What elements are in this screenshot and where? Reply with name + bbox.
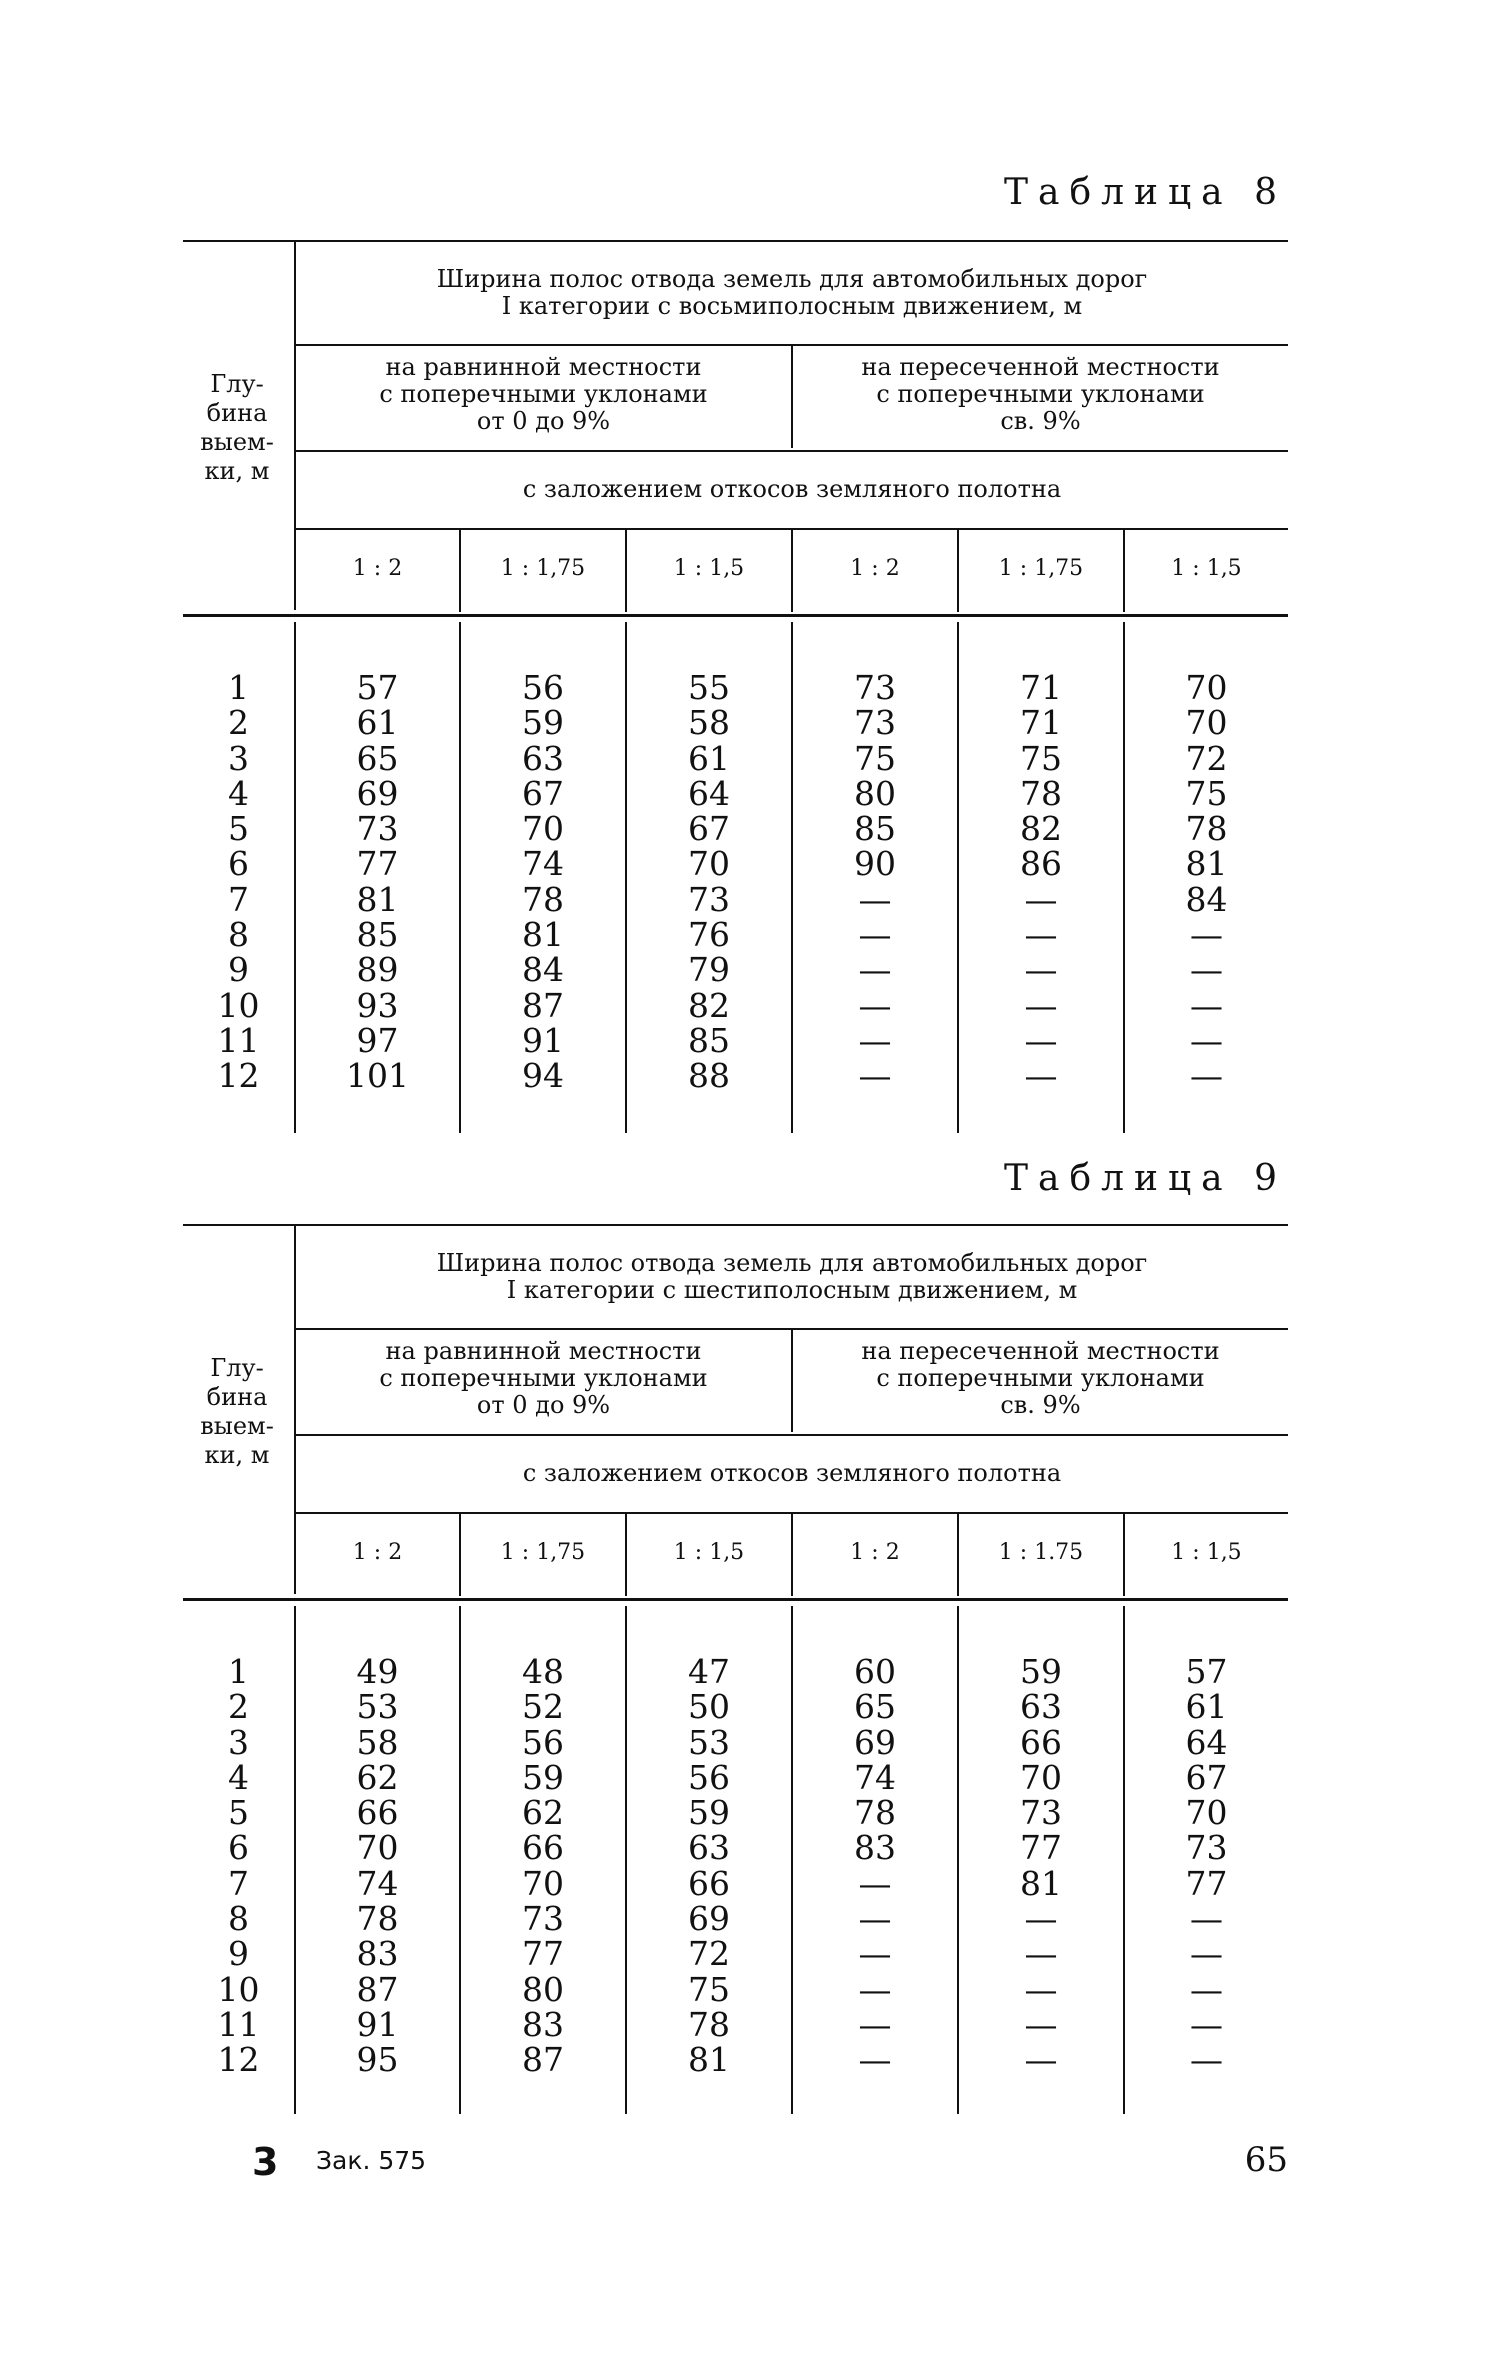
- table-cell: 82: [688, 985, 730, 1025]
- table-cell: —: [1024, 985, 1058, 1025]
- table-cell: 94: [522, 1056, 564, 1096]
- ratio-cell: 1 : 2: [352, 556, 403, 581]
- ratio-cell: 1 : 1,5: [673, 556, 745, 581]
- table-cell: 56: [522, 668, 564, 707]
- table-cell: —: [1024, 879, 1058, 919]
- table-cell: —: [858, 879, 892, 919]
- depth-column: [183, 670, 294, 1094]
- table-cell: 77: [1185, 1863, 1228, 1903]
- table-cell: 101: [346, 1056, 409, 1096]
- table-cell: 70: [1185, 668, 1228, 707]
- table-cell: 69: [356, 773, 399, 813]
- depth-header-line: Глу-: [210, 1354, 264, 1382]
- table-cell: 70: [522, 1863, 564, 1903]
- table-9-caption: Таблица 9: [1004, 1158, 1287, 1199]
- table-cell: 72: [688, 1934, 730, 1974]
- terrain-rough-line: св. 9%: [1000, 1391, 1081, 1419]
- table-cell: 64: [1185, 1722, 1228, 1762]
- table-cell: 52: [522, 1687, 564, 1727]
- data-column: [461, 670, 625, 1094]
- table-cell: —: [858, 1020, 892, 1060]
- terrain-rule: [296, 1434, 1288, 1436]
- table-cell: 77: [522, 1934, 564, 1974]
- table-cell: 70: [522, 809, 564, 849]
- order-number: Зак. 575: [316, 2146, 427, 2175]
- table-cell: 73: [1185, 1828, 1228, 1868]
- table-cell: 59: [522, 1757, 564, 1797]
- terrain-flat-line: на равнинной местности: [385, 353, 702, 381]
- table-cell: 81: [688, 2040, 730, 2080]
- table-cell: —: [1024, 1020, 1058, 1060]
- data-column: [627, 670, 791, 1094]
- table-cell: 87: [522, 985, 564, 1025]
- table-cell: 7: [228, 879, 249, 919]
- table-title-line: I категории с восьмиполосным движением, м: [501, 292, 1083, 320]
- table-cell: 3: [228, 738, 249, 778]
- table-cell: 60: [854, 1652, 896, 1691]
- terrain-flat-line: на равнинной местности: [385, 1337, 702, 1365]
- table-cell: 73: [1020, 1793, 1062, 1833]
- depth-header-line: ки, м: [204, 457, 270, 485]
- table-cell: —: [1024, 1934, 1058, 1974]
- table-cell: 85: [854, 809, 896, 849]
- table-cell: 6: [228, 1828, 249, 1868]
- table-cell: —: [1190, 1934, 1223, 1974]
- table-cell: 83: [522, 2004, 564, 2044]
- table-cell: 69: [688, 1899, 730, 1939]
- terrain-flat-header: [296, 1338, 791, 1419]
- table-cell: 49: [356, 1652, 399, 1691]
- table-cell: 76: [688, 915, 730, 955]
- slopes-header: с заложением откосов земляного полотна: [522, 475, 1062, 503]
- table-cell: 63: [1020, 1687, 1062, 1727]
- table-cell: 70: [1185, 1793, 1228, 1833]
- table-cell: 84: [1185, 879, 1228, 919]
- data-column: [959, 1654, 1123, 2078]
- table-cell: 78: [854, 1793, 896, 1833]
- header-bottom-rule: [183, 1598, 1288, 1601]
- terrain-rough-line: с поперечными уклонами: [876, 380, 1205, 408]
- data-column: [461, 1654, 625, 2078]
- terrain-rough-line: на пересеченной местности: [861, 1337, 1220, 1365]
- table-cell: 2: [228, 703, 249, 743]
- terrain-flat-line: с поперечными уклонами: [379, 1364, 708, 1392]
- table-top-rule: [183, 1224, 1288, 1226]
- table-cell: 66: [356, 1793, 399, 1833]
- table-cell: 67: [688, 809, 730, 849]
- table-cell: 1: [228, 668, 249, 707]
- table-cell: 72: [1185, 738, 1228, 778]
- table-cell: 12: [217, 1056, 260, 1096]
- terrain-rough-header: [793, 354, 1288, 435]
- terrain-rough-line: с поперечными уклонами: [876, 1364, 1205, 1392]
- table-8: [183, 240, 1288, 1133]
- ratio-cell: 1 : 2: [850, 556, 900, 581]
- ratio-cell: 1 : 2: [850, 1540, 900, 1565]
- sheet-number: 3: [252, 2140, 279, 2184]
- table-cell: 69: [854, 1722, 896, 1762]
- data-column: [296, 1654, 459, 2078]
- table-cell: 71: [1020, 703, 1062, 743]
- table-cell: —: [1190, 2004, 1223, 2044]
- ratio-cell: 1 : 1,5: [1171, 556, 1242, 581]
- table-8-caption: Таблица 8: [1004, 172, 1287, 213]
- table-title-line: Ширина полос отвода земель для автомобильных дорог: [436, 265, 1148, 293]
- table-cell: 61: [356, 703, 399, 743]
- table-cell: 62: [522, 1793, 564, 1833]
- depth-header-line: выем-: [200, 1412, 274, 1440]
- table-cell: —: [1024, 1899, 1058, 1939]
- table-cell: 77: [356, 844, 399, 884]
- table-cell: 75: [1020, 738, 1062, 778]
- table-cell: —: [1190, 1056, 1223, 1096]
- table-cell: 70: [356, 1828, 399, 1868]
- table-title-line: I категории с шестиполосным движением, м: [506, 1276, 1078, 1304]
- table-cell: 74: [854, 1757, 896, 1797]
- table-cell: —: [858, 2004, 892, 2044]
- ratio-cell: 1 : 1,5: [673, 1540, 745, 1565]
- depth-header: [183, 1354, 291, 1470]
- table-cell: 73: [854, 703, 896, 743]
- table-cell: —: [1190, 985, 1223, 1025]
- table-cell: —: [1190, 1899, 1223, 1939]
- table-cell: 78: [522, 879, 564, 919]
- data-column: [627, 1654, 791, 2078]
- table-cell: 71: [1020, 668, 1062, 707]
- table-cell: 63: [522, 738, 564, 778]
- table-cell: 91: [356, 2004, 399, 2044]
- table-cell: 85: [356, 915, 399, 955]
- ratio-cell: 1 : 1,75: [500, 1540, 586, 1565]
- data-column: [1125, 670, 1288, 1094]
- table-cell: 50: [688, 1687, 730, 1727]
- table-cell: 79: [688, 950, 730, 990]
- table-cell: 57: [356, 668, 399, 707]
- table-cell: 74: [356, 1863, 399, 1903]
- terrain-rough-line: на пересеченной местности: [861, 353, 1220, 381]
- table-cell: 11: [217, 2004, 260, 2044]
- table-cell: 97: [356, 1020, 399, 1060]
- table-cell: 2: [228, 1687, 249, 1727]
- table-cell: 89: [356, 950, 399, 990]
- table-cell: 56: [522, 1722, 564, 1762]
- table-cell: —: [1190, 950, 1223, 990]
- table-top-rule: [183, 240, 1288, 242]
- terrain-flat-line: с поперечными уклонами: [379, 380, 708, 408]
- table-cell: —: [1024, 915, 1058, 955]
- table-cell: 81: [1020, 1863, 1062, 1903]
- table-cell: 81: [356, 879, 399, 919]
- table-cell: 63: [688, 1828, 730, 1868]
- header-bottom-rule: [183, 614, 1288, 617]
- table-cell: —: [858, 1969, 892, 2009]
- table-cell: 6: [228, 844, 249, 884]
- table-cell: 80: [522, 1969, 564, 2009]
- table-cell: 59: [688, 1793, 730, 1833]
- table-cell: 61: [1185, 1687, 1228, 1727]
- table-cell: 64: [688, 773, 730, 813]
- table-cell: —: [858, 1863, 892, 1903]
- table-cell: 65: [356, 738, 399, 778]
- table-cell: 10: [217, 1969, 260, 2009]
- terrain-rough-line: св. 9%: [1000, 407, 1081, 435]
- table-cell: 8: [228, 1899, 249, 1939]
- table-cell: 1: [228, 1652, 249, 1691]
- table-cell: 78: [1185, 809, 1228, 849]
- table-cell: —: [858, 985, 892, 1025]
- table-cell: 83: [356, 1934, 399, 1974]
- data-column: [1125, 1654, 1288, 2078]
- table-cell: 5: [228, 1793, 249, 1833]
- table-cell: —: [858, 1056, 892, 1096]
- table-title: [296, 266, 1288, 320]
- table-cell: 87: [522, 2040, 564, 2080]
- table-title: [296, 1250, 1288, 1304]
- table-cell: 75: [688, 1969, 730, 2009]
- table-cell: 8: [228, 915, 249, 955]
- table-cell: —: [858, 950, 892, 990]
- table-cell: 66: [688, 1863, 730, 1903]
- table-cell: 70: [1185, 703, 1228, 743]
- table-cell: 47: [688, 1652, 730, 1691]
- table-cell: 59: [1020, 1652, 1062, 1691]
- table-cell: 9: [228, 950, 249, 990]
- data-column: [793, 670, 957, 1094]
- depth-header-line: бина: [206, 1383, 268, 1411]
- table-cell: —: [858, 2040, 892, 2080]
- table-cell: 78: [688, 2004, 730, 2044]
- table-cell: 73: [356, 809, 399, 849]
- table-cell: —: [858, 1934, 892, 1974]
- table-cell: 73: [688, 879, 730, 919]
- table-cell: —: [1190, 2040, 1223, 2080]
- table-cell: 78: [356, 1899, 399, 1939]
- table-cell: 93: [356, 985, 399, 1025]
- table-cell: 73: [854, 668, 896, 707]
- table-cell: 12: [217, 2040, 260, 2080]
- terrain-flat-line: от 0 до 9%: [476, 407, 611, 435]
- table-cell: 58: [356, 1722, 399, 1762]
- depth-header-line: ки, м: [204, 1441, 270, 1469]
- table-cell: 85: [688, 1020, 730, 1060]
- table-cell: —: [1190, 915, 1223, 955]
- table-cell: 80: [854, 773, 896, 813]
- table-cell: 70: [688, 844, 730, 884]
- table-cell: —: [858, 1899, 892, 1939]
- table-cell: 75: [1185, 773, 1228, 813]
- table-cell: 67: [1185, 1757, 1228, 1797]
- table-cell: 57: [1185, 1652, 1228, 1691]
- table-cell: 81: [522, 915, 564, 955]
- slopes-header: с заложением откосов земляного полотна: [522, 1459, 1062, 1487]
- table-cell: 11: [217, 1020, 260, 1060]
- terrain-flat-line: от 0 до 9%: [476, 1391, 611, 1419]
- table-cell: 9: [228, 1934, 249, 1974]
- data-column: [296, 670, 459, 1094]
- ratio-cell: 1 : 1,75: [998, 556, 1084, 581]
- table-cell: —: [858, 915, 892, 955]
- terrain-flat-header: [296, 354, 791, 435]
- table-cell: 86: [1020, 844, 1062, 884]
- table-cell: 55: [688, 668, 730, 707]
- table-cell: 90: [854, 844, 896, 884]
- table-cell: 77: [1020, 1828, 1062, 1868]
- table-cell: —: [1024, 2004, 1058, 2044]
- terrain-rough-header: [793, 1338, 1288, 1419]
- table-cell: 83: [854, 1828, 896, 1868]
- table-cell: 91: [522, 1020, 564, 1060]
- table-cell: —: [1024, 950, 1058, 990]
- ratio-cell: 1 : 1,75: [500, 556, 586, 581]
- table-cell: 53: [356, 1687, 399, 1727]
- table-cell: 75: [854, 738, 896, 778]
- table-cell: 4: [228, 773, 249, 813]
- depth-header: [183, 370, 291, 486]
- table-cell: 70: [1020, 1757, 1062, 1797]
- ratio-cell: 1 : 2: [352, 1540, 403, 1565]
- table-cell: 7: [228, 1863, 249, 1903]
- table-cell: 10: [217, 985, 260, 1025]
- table-cell: 5: [228, 809, 249, 849]
- table-cell: 82: [1020, 809, 1062, 849]
- terrain-rule: [296, 450, 1288, 452]
- table-cell: 74: [522, 844, 564, 884]
- depth-column: [183, 1654, 294, 2078]
- depth-header-line: Глу-: [210, 370, 264, 398]
- table-cell: 61: [688, 738, 730, 778]
- table-cell: 78: [1020, 773, 1062, 813]
- table-cell: 56: [688, 1757, 730, 1797]
- data-column: [793, 1654, 957, 2078]
- table-9: [183, 1224, 1288, 2114]
- table-cell: 53: [688, 1722, 730, 1762]
- table-cell: 48: [522, 1652, 564, 1691]
- table-cell: —: [1190, 1969, 1223, 2009]
- ratio-cell: 1 : 1,5: [1171, 1540, 1242, 1565]
- ratio-cell: 1 : 1.75: [998, 1540, 1084, 1565]
- table-cell: 87: [356, 1969, 399, 2009]
- table-cell: 59: [522, 703, 564, 743]
- table-title-line: Ширина полос отвода земель для автомобильных дорог: [436, 1249, 1148, 1277]
- table-cell: —: [1024, 1969, 1058, 2009]
- data-column: [959, 670, 1123, 1094]
- table-cell: 88: [688, 1056, 730, 1096]
- table-cell: —: [1190, 1020, 1223, 1060]
- depth-header-line: бина: [206, 399, 268, 427]
- table-cell: 95: [356, 2040, 399, 2080]
- page-number: 65: [1244, 2140, 1288, 2180]
- table-cell: 58: [688, 703, 730, 743]
- table-cell: 67: [522, 773, 564, 813]
- table-cell: —: [1024, 1056, 1058, 1096]
- table-cell: 81: [1185, 844, 1228, 884]
- table-cell: 62: [356, 1757, 399, 1797]
- table-cell: 84: [522, 950, 564, 990]
- table-cell: 66: [1020, 1722, 1062, 1762]
- depth-header-line: выем-: [200, 428, 274, 456]
- table-cell: 4: [228, 1757, 249, 1797]
- table-cell: —: [1024, 2040, 1058, 2080]
- table-cell: 73: [522, 1899, 564, 1939]
- table-cell: 3: [228, 1722, 249, 1762]
- table-cell: 65: [854, 1687, 896, 1727]
- table-cell: 66: [522, 1828, 564, 1868]
